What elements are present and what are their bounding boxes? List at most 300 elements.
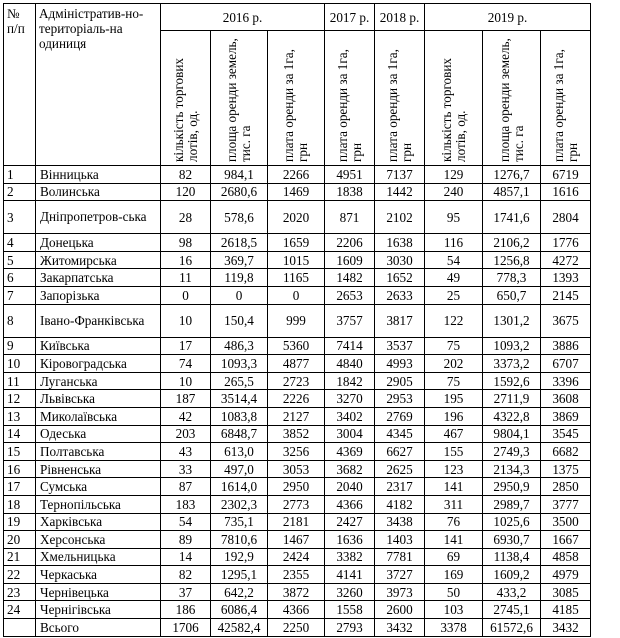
table-row — [4, 337, 591, 355]
fee-2016: 3053 — [268, 460, 325, 478]
lots-2019: 76 — [425, 513, 483, 531]
table-row — [4, 601, 591, 619]
fee-2018: 7781 — [375, 548, 425, 566]
area-2016: 265,5 — [211, 372, 268, 390]
area-2019: 1025,6 — [483, 513, 541, 531]
header-fee-2017 — [325, 31, 375, 166]
region-name: Івано-Франківська — [36, 304, 161, 337]
fee-2019: 3675 — [541, 304, 591, 337]
header-lots-2016-label: кількість торгових лотів, од. — [170, 58, 200, 162]
row-num: 15 — [4, 443, 36, 461]
fee-2019: 3886 — [541, 337, 591, 355]
lots-2016: 187 — [161, 390, 211, 408]
fee-2016: 1469 — [268, 183, 325, 201]
area-2016: 192,9 — [211, 548, 268, 566]
region-name: Дніпропетров-ська — [36, 201, 161, 234]
fee-2017: 1558 — [325, 601, 375, 619]
fee-2018: 2102 — [375, 201, 425, 234]
area-2016: 6086,4 — [211, 601, 268, 619]
region-name: Київська — [36, 337, 161, 355]
area-2016: 486,3 — [211, 337, 268, 355]
lots-2019: 169 — [425, 566, 483, 584]
fee-2017: 3260 — [325, 583, 375, 601]
row-num: 20 — [4, 531, 36, 549]
fee-2017: 4840 — [325, 355, 375, 373]
fee-2016: 1467 — [268, 531, 325, 549]
fee-2017: 4366 — [325, 495, 375, 513]
fee-2018: 2953 — [375, 390, 425, 408]
row-num: 23 — [4, 583, 36, 601]
region-name: Луганська — [36, 372, 161, 390]
lots-2019: 141 — [425, 531, 483, 549]
fee-2018: 3727 — [375, 566, 425, 584]
fee-2018: 3973 — [375, 583, 425, 601]
area-2016: 3514,4 — [211, 390, 268, 408]
area-2019: 4322,8 — [483, 407, 541, 425]
lots-2016: 14 — [161, 548, 211, 566]
fee-2017: 1842 — [325, 372, 375, 390]
region-name: Одеська — [36, 425, 161, 443]
fee-2016: 2020 — [268, 201, 325, 234]
row-num: 14 — [4, 425, 36, 443]
fee-2017: 7414 — [325, 337, 375, 355]
lots-2019: 129 — [425, 166, 483, 184]
area-2016: 369,7 — [211, 251, 268, 269]
row-num: 10 — [4, 355, 36, 373]
header-area-2019 — [483, 31, 541, 166]
lots-2016: 186 — [161, 601, 211, 619]
fee-2017: 3682 — [325, 460, 375, 478]
fee-2016: 3256 — [268, 443, 325, 461]
lease-table — [3, 3, 591, 637]
fee-2019: 4979 — [541, 566, 591, 584]
fee-2016: 4877 — [268, 355, 325, 373]
table-row — [4, 583, 591, 601]
table-row — [4, 166, 591, 184]
area-2016: 42582,4 — [211, 619, 268, 637]
fee-2017: 3004 — [325, 425, 375, 443]
row-num — [4, 619, 36, 637]
header-row-years — [4, 4, 591, 31]
fee-2018: 1638 — [375, 234, 425, 252]
header-area-2016 — [211, 31, 268, 166]
row-num: 13 — [4, 407, 36, 425]
area-2019: 1276,7 — [483, 166, 541, 184]
row-num: 11 — [4, 372, 36, 390]
area-2019: 2106,2 — [483, 234, 541, 252]
row-num: 3 — [4, 201, 36, 234]
lots-2016: 42 — [161, 407, 211, 425]
fee-2018: 6627 — [375, 443, 425, 461]
fee-2016: 3872 — [268, 583, 325, 601]
lots-2019: 25 — [425, 286, 483, 304]
fee-2019: 3085 — [541, 583, 591, 601]
row-num: 7 — [4, 286, 36, 304]
lots-2019: 75 — [425, 337, 483, 355]
lots-2019: 123 — [425, 460, 483, 478]
row-num: 12 — [4, 390, 36, 408]
row-num: 21 — [4, 548, 36, 566]
fee-2018: 2317 — [375, 478, 425, 496]
region-name: Черкаська — [36, 566, 161, 584]
header-year-2019: 2019 р. — [425, 4, 591, 31]
fee-2017: 3757 — [325, 304, 375, 337]
lots-2019: 3378 — [425, 619, 483, 637]
area-2019: 1093,2 — [483, 337, 541, 355]
area-2019: 1741,6 — [483, 201, 541, 234]
region-name: Закарпатська — [36, 269, 161, 287]
lots-2019: 196 — [425, 407, 483, 425]
fee-2016: 2355 — [268, 566, 325, 584]
fee-2019: 3396 — [541, 372, 591, 390]
fee-2019: 1393 — [541, 269, 591, 287]
fee-2018: 4182 — [375, 495, 425, 513]
fee-2017: 2206 — [325, 234, 375, 252]
area-2016: 578,6 — [211, 201, 268, 234]
lots-2016: 89 — [161, 531, 211, 549]
fee-2016: 2773 — [268, 495, 325, 513]
table-row — [4, 460, 591, 478]
lots-2016: 82 — [161, 566, 211, 584]
table-row — [4, 304, 591, 337]
fee-2018: 3030 — [375, 251, 425, 269]
fee-2018: 2633 — [375, 286, 425, 304]
fee-2017: 2040 — [325, 478, 375, 496]
fee-2017: 4951 — [325, 166, 375, 184]
header-region: Адміністратив-но-територіаль-на одиниця — [36, 4, 161, 166]
lots-2016: 74 — [161, 355, 211, 373]
region-name: Миколаївська — [36, 407, 161, 425]
area-2019: 6930,7 — [483, 531, 541, 549]
fee-2019: 3432 — [541, 619, 591, 637]
lots-2019: 155 — [425, 443, 483, 461]
table-body — [4, 166, 591, 637]
fee-2019: 3545 — [541, 425, 591, 443]
header-fee-2019 — [541, 31, 591, 166]
lots-2016: 54 — [161, 513, 211, 531]
area-2019: 1301,2 — [483, 304, 541, 337]
table-row — [4, 183, 591, 201]
area-2016: 0 — [211, 286, 268, 304]
header-fee-2017-label: плата оренди за 1га, грн — [334, 49, 364, 162]
lots-2019: 75 — [425, 372, 483, 390]
fee-2017: 1609 — [325, 251, 375, 269]
fee-2016: 2250 — [268, 619, 325, 637]
table-row — [4, 443, 591, 461]
lots-2016: 11 — [161, 269, 211, 287]
region-name: Хмельницька — [36, 548, 161, 566]
area-2019: 9804,1 — [483, 425, 541, 443]
fee-2016: 1659 — [268, 234, 325, 252]
row-num: 4 — [4, 234, 36, 252]
lots-2019: 95 — [425, 201, 483, 234]
fee-2019: 6719 — [541, 166, 591, 184]
header-fee-2019-label: плата оренди за 1га, грн — [550, 49, 580, 162]
lots-2016: 0 — [161, 286, 211, 304]
fee-2019: 3869 — [541, 407, 591, 425]
fee-2017: 2427 — [325, 513, 375, 531]
area-2019: 2749,3 — [483, 443, 541, 461]
fee-2018: 3432 — [375, 619, 425, 637]
lots-2016: 98 — [161, 234, 211, 252]
row-num: 22 — [4, 566, 36, 584]
row-num: 24 — [4, 601, 36, 619]
fee-2018: 3438 — [375, 513, 425, 531]
lots-2016: 82 — [161, 166, 211, 184]
fee-2018: 2600 — [375, 601, 425, 619]
table-row — [4, 478, 591, 496]
table-row — [4, 407, 591, 425]
area-2019: 2989,7 — [483, 495, 541, 513]
fee-2017: 3382 — [325, 548, 375, 566]
fee-2016: 2181 — [268, 513, 325, 531]
lots-2016: 120 — [161, 183, 211, 201]
lots-2016: 17 — [161, 337, 211, 355]
fee-2019: 1616 — [541, 183, 591, 201]
area-2019: 1256,8 — [483, 251, 541, 269]
header-area-2019-label: площа оренди земель, тис. га — [496, 38, 526, 162]
area-2019: 2745,1 — [483, 601, 541, 619]
region-name: Сумська — [36, 478, 161, 496]
area-2019: 3373,2 — [483, 355, 541, 373]
fee-2017: 4141 — [325, 566, 375, 584]
lots-2016: 43 — [161, 443, 211, 461]
area-2016: 1083,8 — [211, 407, 268, 425]
region-name: Волинська — [36, 183, 161, 201]
fee-2019: 4185 — [541, 601, 591, 619]
lots-2019: 49 — [425, 269, 483, 287]
table-row — [4, 390, 591, 408]
header-area-2016-label: площа оренди земель, тис. га — [224, 38, 253, 162]
fee-2016: 2127 — [268, 407, 325, 425]
area-2019: 1138,4 — [483, 548, 541, 566]
fee-2016: 0 — [268, 286, 325, 304]
lots-2019: 311 — [425, 495, 483, 513]
lots-2019: 116 — [425, 234, 483, 252]
fee-2017: 4369 — [325, 443, 375, 461]
fee-2018: 3817 — [375, 304, 425, 337]
fee-2017: 1838 — [325, 183, 375, 201]
table-row — [4, 531, 591, 549]
region-name: Чернігівська — [36, 601, 161, 619]
lots-2016: 37 — [161, 583, 211, 601]
header-year-2017: 2017 р. — [325, 4, 375, 31]
area-2019: 1609,2 — [483, 566, 541, 584]
lots-2019: 195 — [425, 390, 483, 408]
fee-2016: 2723 — [268, 372, 325, 390]
fee-2018: 7137 — [375, 166, 425, 184]
region-name: Рівненська — [36, 460, 161, 478]
lots-2019: 50 — [425, 583, 483, 601]
lots-2019: 69 — [425, 548, 483, 566]
row-num: 9 — [4, 337, 36, 355]
fee-2018: 4345 — [375, 425, 425, 443]
fee-2017: 871 — [325, 201, 375, 234]
fee-2019: 2145 — [541, 286, 591, 304]
row-num: 1 — [4, 166, 36, 184]
fee-2019: 2804 — [541, 201, 591, 234]
row-num: 5 — [4, 251, 36, 269]
table-row — [4, 234, 591, 252]
lots-2019: 54 — [425, 251, 483, 269]
table-row — [4, 425, 591, 443]
fee-2018: 1652 — [375, 269, 425, 287]
table-row — [4, 548, 591, 566]
fee-2019: 3500 — [541, 513, 591, 531]
area-2016: 119,8 — [211, 269, 268, 287]
lots-2019: 122 — [425, 304, 483, 337]
area-2019: 778,3 — [483, 269, 541, 287]
fee-2017: 3270 — [325, 390, 375, 408]
area-2016: 735,1 — [211, 513, 268, 531]
fee-2016: 2226 — [268, 390, 325, 408]
lots-2019: 467 — [425, 425, 483, 443]
area-2016: 2302,3 — [211, 495, 268, 513]
fee-2016: 2950 — [268, 478, 325, 496]
area-2019: 2134,3 — [483, 460, 541, 478]
area-2016: 642,2 — [211, 583, 268, 601]
header-year-2016: 2016 р. — [161, 4, 325, 31]
table-row — [4, 513, 591, 531]
fee-2017: 2653 — [325, 286, 375, 304]
table-row — [4, 201, 591, 234]
fee-2016: 1015 — [268, 251, 325, 269]
fee-2018: 2769 — [375, 407, 425, 425]
fee-2019: 4272 — [541, 251, 591, 269]
region-name: Запорізька — [36, 286, 161, 304]
document-page — [3, 3, 591, 637]
fee-2017: 1636 — [325, 531, 375, 549]
fee-2018: 4993 — [375, 355, 425, 373]
fee-2019: 3608 — [541, 390, 591, 408]
region-name: Львівська — [36, 390, 161, 408]
fee-2019: 6707 — [541, 355, 591, 373]
lots-2016: 33 — [161, 460, 211, 478]
lots-2016: 10 — [161, 372, 211, 390]
lots-2016: 1706 — [161, 619, 211, 637]
total-row — [4, 619, 591, 637]
fee-2019: 6682 — [541, 443, 591, 461]
row-num: 8 — [4, 304, 36, 337]
fee-2019: 2850 — [541, 478, 591, 496]
area-2019: 61572,6 — [483, 619, 541, 637]
lots-2016: 28 — [161, 201, 211, 234]
fee-2016: 2266 — [268, 166, 325, 184]
area-2019: 4857,1 — [483, 183, 541, 201]
area-2016: 1093,3 — [211, 355, 268, 373]
fee-2017: 3402 — [325, 407, 375, 425]
fee-2016: 5360 — [268, 337, 325, 355]
lots-2016: 87 — [161, 478, 211, 496]
area-2016: 613,0 — [211, 443, 268, 461]
table-row — [4, 251, 591, 269]
table-row — [4, 495, 591, 513]
region-name: Харківська — [36, 513, 161, 531]
fee-2019: 4858 — [541, 548, 591, 566]
header-fee-2018-label: плата оренди за 1га, грн — [384, 49, 414, 162]
area-2016: 1295,1 — [211, 566, 268, 584]
header-year-2018: 2018 р. — [375, 4, 425, 31]
fee-2016: 999 — [268, 304, 325, 337]
fee-2019: 1667 — [541, 531, 591, 549]
area-2016: 497,0 — [211, 460, 268, 478]
area-2016: 984,1 — [211, 166, 268, 184]
lots-2016: 183 — [161, 495, 211, 513]
area-2016: 7810,6 — [211, 531, 268, 549]
lots-2016: 16 — [161, 251, 211, 269]
header-num: № п/п — [4, 4, 36, 166]
area-2016: 6848,7 — [211, 425, 268, 443]
header-lots-2019-label: кількість торгових лотів, од. — [438, 58, 468, 162]
table-row — [4, 269, 591, 287]
fee-2018: 3537 — [375, 337, 425, 355]
table-row — [4, 566, 591, 584]
table-row — [4, 286, 591, 304]
area-2016: 2618,5 — [211, 234, 268, 252]
row-num: 18 — [4, 495, 36, 513]
fee-2016: 2424 — [268, 548, 325, 566]
fee-2019: 3777 — [541, 495, 591, 513]
fee-2016: 1165 — [268, 269, 325, 287]
lots-2019: 240 — [425, 183, 483, 201]
row-num: 6 — [4, 269, 36, 287]
fee-2018: 2905 — [375, 372, 425, 390]
area-2019: 2950,9 — [483, 478, 541, 496]
region-name: Полтавська — [36, 443, 161, 461]
table-row — [4, 372, 591, 390]
fee-2018: 1442 — [375, 183, 425, 201]
fee-2017: 2793 — [325, 619, 375, 637]
header-lots-2016 — [161, 31, 211, 166]
header-fee-2018 — [375, 31, 425, 166]
region-name: Житомирська — [36, 251, 161, 269]
fee-2016: 3852 — [268, 425, 325, 443]
lots-2016: 10 — [161, 304, 211, 337]
fee-2018: 1403 — [375, 531, 425, 549]
area-2019: 433,2 — [483, 583, 541, 601]
lots-2019: 141 — [425, 478, 483, 496]
fee-2018: 2625 — [375, 460, 425, 478]
lots-2019: 103 — [425, 601, 483, 619]
table-row — [4, 355, 591, 373]
area-2019: 1592,6 — [483, 372, 541, 390]
fee-2019: 1375 — [541, 460, 591, 478]
area-2016: 1614,0 — [211, 478, 268, 496]
region-name: Вінницька — [36, 166, 161, 184]
region-name: Тернопільська — [36, 495, 161, 513]
fee-2016: 4366 — [268, 601, 325, 619]
region-name: Кіровоградська — [36, 355, 161, 373]
row-num: 19 — [4, 513, 36, 531]
area-2016: 150,4 — [211, 304, 268, 337]
fee-2017: 1482 — [325, 269, 375, 287]
lots-2019: 202 — [425, 355, 483, 373]
region-name: Всього — [36, 619, 161, 637]
header-lots-2019 — [425, 31, 483, 166]
fee-2019: 1776 — [541, 234, 591, 252]
lots-2016: 203 — [161, 425, 211, 443]
row-num: 2 — [4, 183, 36, 201]
region-name: Чернівецька — [36, 583, 161, 601]
area-2016: 2680,6 — [211, 183, 268, 201]
row-num: 16 — [4, 460, 36, 478]
region-name: Херсонська — [36, 531, 161, 549]
area-2019: 2711,9 — [483, 390, 541, 408]
row-num: 17 — [4, 478, 36, 496]
header-fee-2016-label: плата оренди за 1га, грн — [281, 49, 310, 162]
header-fee-2016 — [268, 31, 325, 166]
area-2019: 650,7 — [483, 286, 541, 304]
